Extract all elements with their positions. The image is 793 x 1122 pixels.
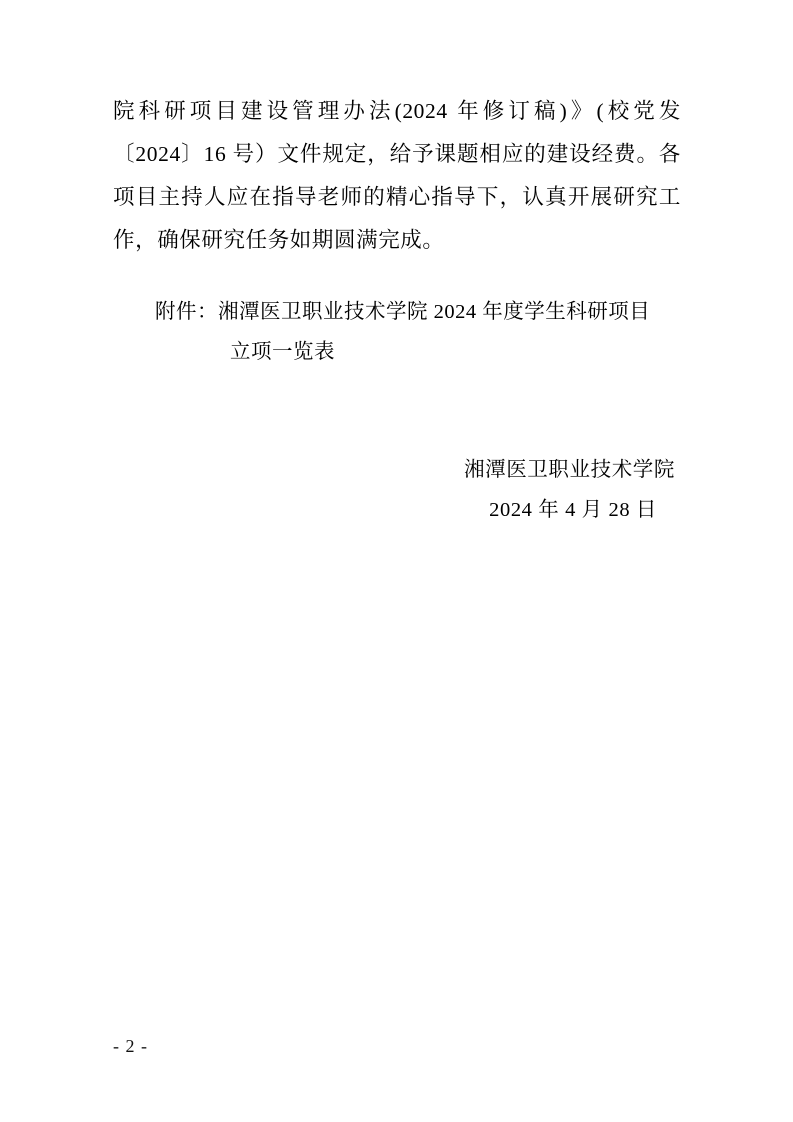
attachment-block (113, 292, 681, 372)
page-number: - 2 - (113, 1036, 148, 1056)
attachment-label-line2: 立项一览表 (230, 341, 335, 363)
body-text-block (113, 90, 681, 262)
body-paragraph: 院科研项目建设管理办法(2024 年修订稿)》(校党发〔2024〕16 号）文件规定，给予课题相应的建设经费。各项目主持人应在指导老师的精心指导下，认真开展研究工作，确保研究任务如期圆满完成。 (113, 99, 681, 252)
attachment-label-line1: 附件：湘潭医卫职业技术学院 2024 年度学生科研项目 (155, 301, 651, 323)
signature-date: 2024 年 4 月 28 日 (489, 499, 657, 521)
signature-organization: 湘潭医卫职业技术学院 (464, 459, 675, 481)
signature-block (113, 450, 681, 530)
